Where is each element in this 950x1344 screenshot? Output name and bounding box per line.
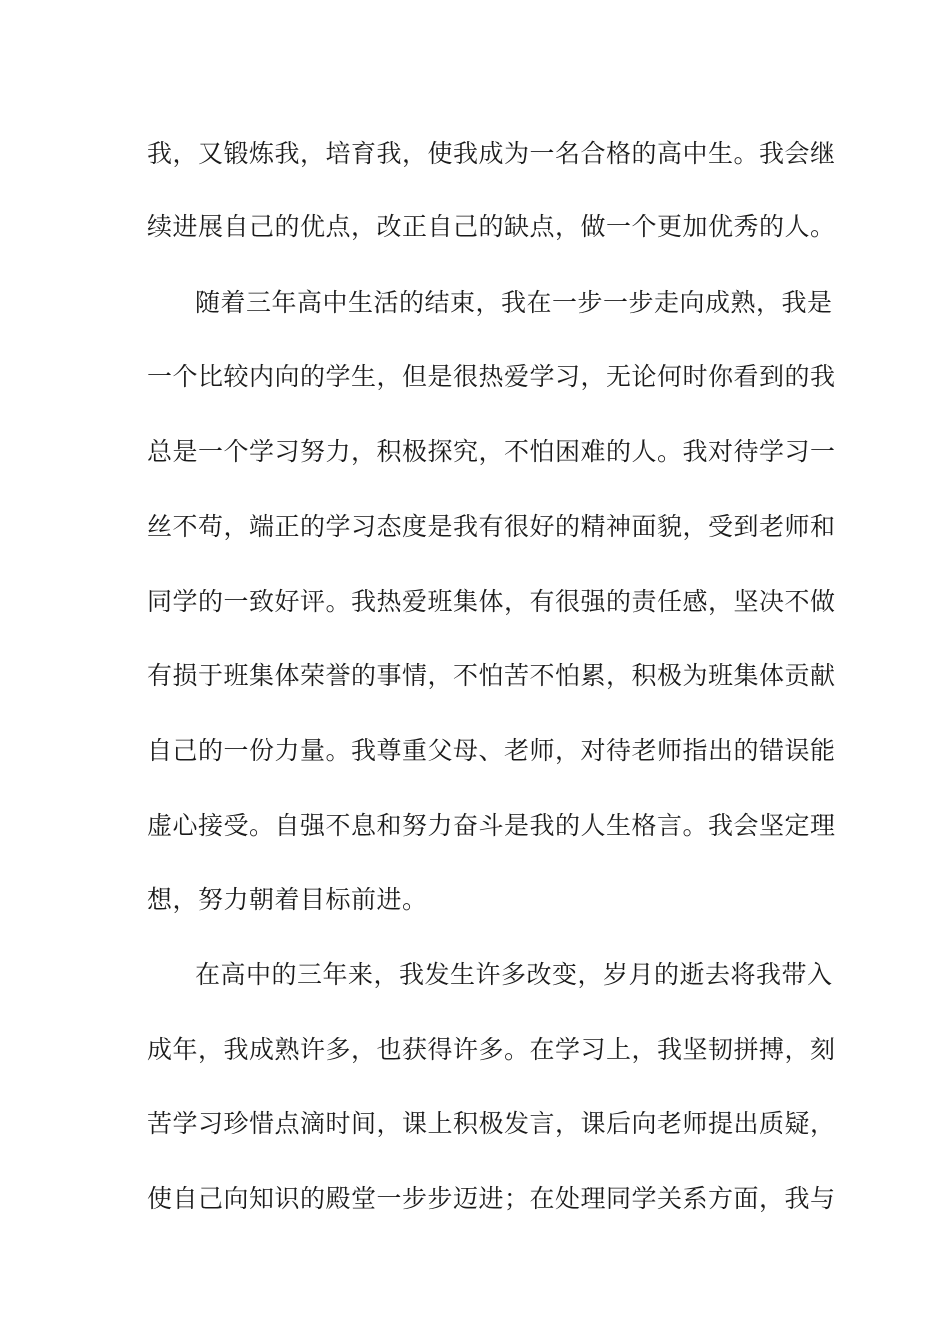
paragraph-2-line-2: 一个比较内向的学生，但是很热爱学习，无论何时你看到的我 xyxy=(147,362,836,391)
paragraph-2-line-5: 同学的一致好评。我热爱班集体，有很强的责任感，坚决不做 xyxy=(147,587,836,616)
paragraph-2-line-4: 丝不苟，端正的学习态度是我有很好的精神面貌，受到老师和 xyxy=(147,512,836,541)
paragraph-2-line-8: 虚心接受。自强不息和努力奋斗是我的人生格言。我会坚定理 xyxy=(147,811,836,840)
paragraph-3-line-3: 苦学习珍惜点滴时间，课上积极发言，课后向老师提出质疑， xyxy=(147,1109,836,1138)
text-line-1: 我，又锻炼我，培育我，使我成为一名合格的高中生。我会继 xyxy=(147,139,836,168)
paragraph-3-line-2: 成年，我成熟许多，也获得许多。在学习上，我坚韧拼搏，刻 xyxy=(147,1035,836,1064)
paragraph-2-line-6: 有损于班集体荣誉的事情，不怕苦不怕累，积极为班集体贡献 xyxy=(147,661,836,690)
paragraph-3-line-1: 在高中的三年来，我发生许多改变，岁月的逝去将我带入 xyxy=(195,960,833,989)
paragraph-2-line-9: 想，努力朝着目标前进。 xyxy=(147,885,428,914)
paragraph-2-line-3: 总是一个学习努力，积极探究，不怕困难的人。我对待学习一 xyxy=(147,437,836,466)
paragraph-2-line-1: 随着三年高中生活的结束，我在一步一步走向成熟，我是 xyxy=(195,288,833,317)
paragraph-2-line-7: 自己的一份力量。我尊重父母、老师，对待老师指出的错误能 xyxy=(147,736,836,765)
text-line-2: 续进展自己的优点，改正自己的缺点，做一个更加优秀的人。 xyxy=(147,212,836,241)
paragraph-3-line-4: 使自己向知识的殿堂一步步迈进；在处理同学关系方面，我与 xyxy=(147,1184,836,1213)
